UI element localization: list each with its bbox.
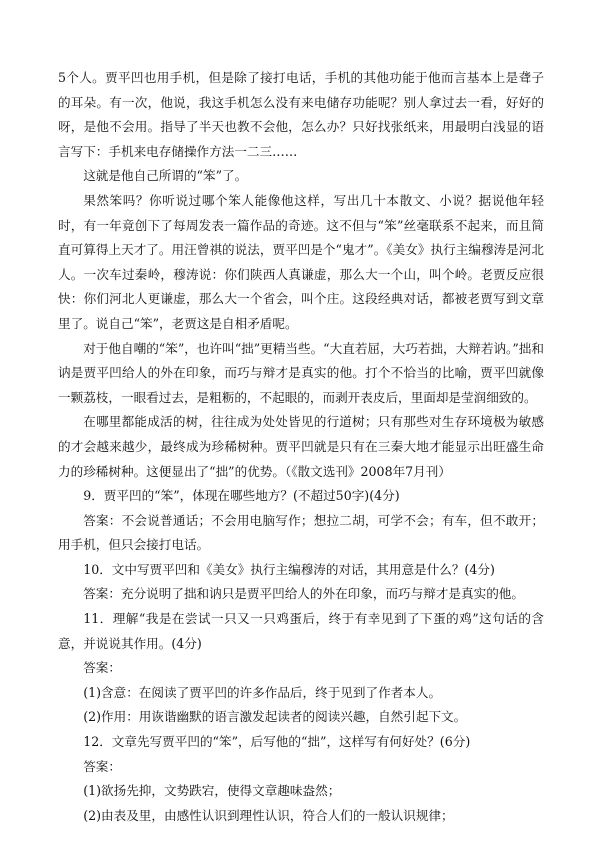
paragraph-3: 果然笨吗？你听说过哪个笨人能像他这样，写出几十本散文、小说？据说他年轻时，有一年竟创下了每周发表一篇作品的奇迹。这不但与“笨”丝毫联系不起来，而且简直可算得上天才了。用汪曾祺的说法，贾平凹是个“鬼才”。《美女》执行主编穆涛是河北人。一次车过秦岭，穆涛说：你们陕西人真谦虚，那么大一个山，叫个岭。老贾反应很快：你们河北人更谦虚，那么大一个省会，叫个庄。这段经典对话，都被老贾写到文章里了。说自己“笨”，老贾这是自相矛盾呢。 xyxy=(58,192,544,331)
answer-9: 答案：不会说普通话；不会用电脑写作；想拉二胡，可学不会；有车，但不敢开；用手机，但只会接打电话。 xyxy=(58,512,544,553)
answer-11-item-2: (2)作用：用诙谐幽默的语言激发起读者的阅读兴趣，自然引起下文。 xyxy=(83,709,467,725)
question-11: 11．理解“我是在尝试一只又一只鸡蛋后，终于有幸见到了下蛋的鸡”这句话的含意，并说说其作用。(4分) xyxy=(58,611,544,651)
document-page xyxy=(58,66,544,828)
answer-11-item-1: (1)含意：在阅读了贾平凹的许多作品后，终于见到了作者本人。 xyxy=(83,684,442,700)
paragraph-4: 对于他自嘲的“笨”，也许叫“拙”更精当些。“大直若屈，大巧若拙，大辩若讷。”拙和讷是贾平凹给人的外在印象，而巧与辩才是真实的他。打个不恰当的比喻，贾平凹就像一颗荔枝，一眼看过去，是粗粝的，不起眼的，而剥开表皮后，里面却是莹润细致的。 xyxy=(58,340,544,405)
question-12: 12．文章先写贾平凹的“笨”，后写他的“拙”，这样写有何好处？(6分) xyxy=(83,734,471,750)
question-9: 9．贾平凹的“笨”，体现在哪些地方？(不超过50字)(4分) xyxy=(83,488,400,504)
paragraph-1: 5个人。贾平凹也用手机，但是除了接打电话，手机的其他功能于他而言基本上是聋子的耳朵。有一次，他说，我这手机怎么没有来电储存功能呢？别人拿过去一看，好好的呀，是他不会用。指导了半天也教不会他，怎么办？只好找张纸来，用最明白浅显的语言写下：手机来电存储操作方法一二三…… xyxy=(58,70,544,159)
answer-12-item-1: (1)欲扬先抑，文势跌宕，使得文章趣味盎然； xyxy=(83,783,341,799)
answer-10: 答案：充分说明了拙和讷只是贾平凹给人的外在印象，而巧与辩才是真实的他。 xyxy=(83,586,524,602)
question-10: 10．文中写贾平凹和《美女》执行主编穆涛的对话，其用意是什么？(4分) xyxy=(83,561,495,577)
answer-11-label: 答案： xyxy=(83,660,121,676)
answer-12-label: 答案： xyxy=(83,758,121,774)
paragraph-5: 在哪里都能成活的树，往往成为处处皆见的行道树；只有那些对生存环境极为敏感的才会越来越少，最终成为珍稀树种。贾平凹就是只有在三秦大地才能显示出旺盛生命力的珍稀树种。这便显出了“拙”的优势。（《散文选刊》2008年7月刊） xyxy=(58,414,544,479)
answer-12-item-2: (2)由表及里，由感性认识到理性认识，符合人们的一般认识规律； xyxy=(83,807,454,823)
paragraph-2: 这就是他自己所谓的“笨”了。 xyxy=(83,168,248,184)
